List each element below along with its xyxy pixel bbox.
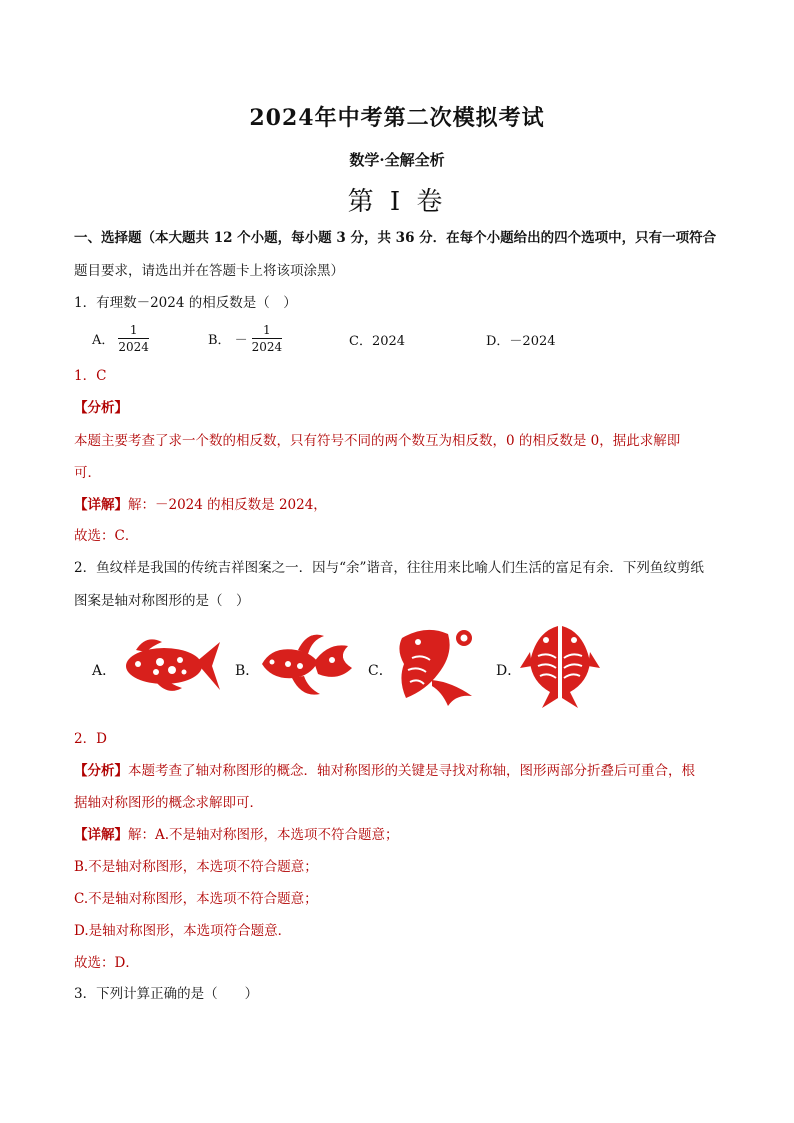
q1-option-b-denominator: 2024: [251, 340, 283, 354]
q2-analysis-line1: [74, 761, 724, 781]
q1-option-b-label: B．: [208, 333, 231, 348]
q1-option-a: [92, 322, 149, 355]
q1-answer: 1．C: [74, 368, 107, 384]
q2-option-c-label: C．: [368, 663, 393, 679]
volume-heading: 第 I 卷: [347, 187, 447, 217]
q2-stem-line2: 图案是轴对称图形的是（ ）: [74, 593, 250, 609]
q2-detail-b: B.不是轴对称图形，本选项不符合题意；: [74, 859, 318, 875]
q2-conclusion: 故选：D．: [74, 955, 139, 971]
fish-papercut-b-icon: [258, 628, 354, 700]
q1-option-b: [208, 322, 282, 355]
section-instructions-line1: 一、选择题（本大题共 12 个小题，每小题 3 分，共 36 分．在每个小题给出的四个选项中，只有一项符合: [74, 230, 717, 246]
q1-conclusion: 故选：C．: [74, 528, 139, 544]
q1-option-b-sign: －: [234, 333, 248, 348]
q1-option-a-label: A．: [92, 333, 115, 348]
q1-option-a-numerator: 1: [118, 322, 149, 339]
exam-subtitle: 数学·全解全析: [349, 151, 445, 169]
q2-analysis-line2: 据轴对称图形的概念求解即可．: [74, 795, 263, 811]
q2-detail-a-text: 解：A.不是轴对称图形，本选项不符合题意；: [128, 827, 399, 843]
q2-stem-line1: 2．鱼纹样是我国的传统吉祥图案之一．因与“余”谐音，往往用来比喻人们生活的富足有余．下列鱼纹剪纸: [74, 560, 704, 576]
q2-option-a-label: A．: [92, 663, 117, 679]
q1-analysis-line1: 本题主要考查了求一个数的相反数，只有符号不同的两个数互为相反数，0 的相反数是 0，据此求解即: [74, 433, 681, 449]
q2-option-d-label: D．: [496, 663, 522, 679]
q2-analysis-tag: 【分析】: [74, 763, 128, 779]
q1-detail: [74, 495, 724, 515]
q1-option-a-fraction: [118, 322, 149, 355]
q1-option-b-numerator: 1: [252, 322, 283, 339]
q2-detail-tag: 【详解】: [74, 827, 128, 843]
section-instructions-line2: 题目要求，请选出并在答题卡上将该项涂黑）: [74, 263, 344, 279]
q1-detail-tag: 【详解】: [74, 497, 128, 513]
q1-option-c: C．2024: [349, 334, 406, 349]
q1-analysis-tag: 【分析】: [74, 400, 128, 416]
exam-title: 2024年中考第二次模拟考试: [249, 105, 545, 131]
fish-papercut-c-icon: [392, 624, 478, 710]
q1-analysis-line2: 可．: [74, 465, 101, 481]
q2-detail-a: [74, 825, 724, 845]
q1-stem: 1．有理数－2024 的相反数是（ ）: [74, 295, 297, 311]
q1-detail-text: 解：－2024 的相反数是 2024，: [128, 497, 327, 513]
q2-option-b-label: B．: [235, 663, 260, 679]
q2-analysis-text: 本题考查了轴对称图形的概念．轴对称图形的关键是寻找对称轴，图形两部分折叠后可重合，根: [128, 763, 695, 779]
q3-stem: 3．下列计算正确的是（ ）: [74, 986, 259, 1002]
q2-answer: 2．D: [74, 731, 107, 747]
q1-option-d: D．－2024: [486, 334, 556, 349]
fish-papercut-a-icon: [116, 632, 222, 696]
q2-detail-c: C.不是轴对称图形，本选项不符合题意；: [74, 891, 318, 907]
q2-detail-d: D.是轴对称图形，本选项符合题意．: [74, 923, 292, 939]
q1-option-a-denominator: 2024: [118, 340, 149, 354]
fish-papercut-d-icon: [520, 622, 600, 710]
q1-option-b-fraction: [252, 322, 283, 355]
